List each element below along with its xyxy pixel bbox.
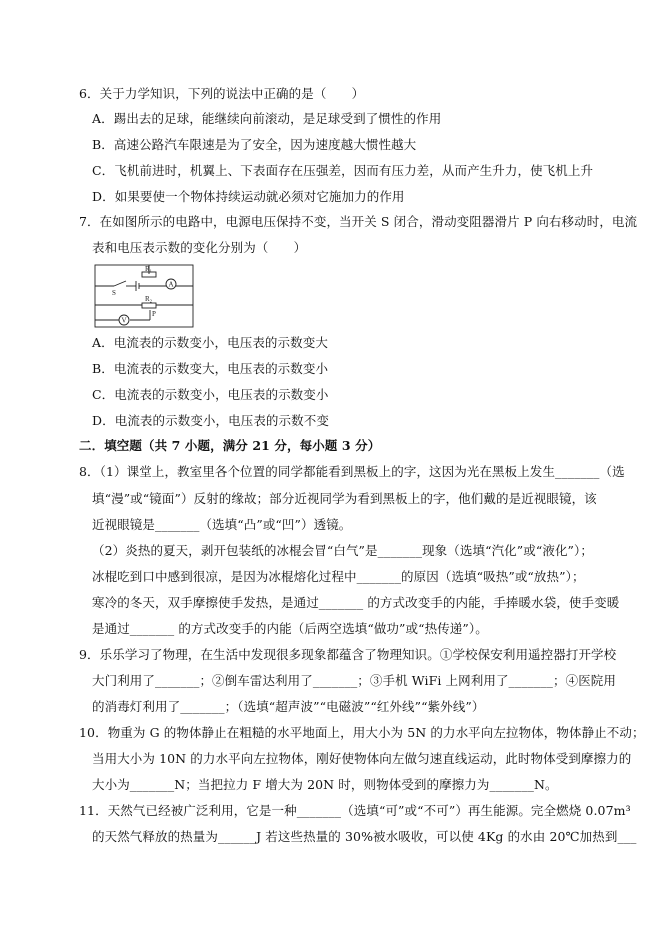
- question-8-part1-line3: 近视眼镜是_______（选填“凸”或“凹”）透镜。: [92, 517, 352, 532]
- question-8-part2-line2: 冰棍吃到口中感到很凉，是因为冰棍熔化过程中_______的原因（选填“吸热”或“放热”）；: [92, 569, 585, 584]
- question-7-stem: 7．在如图所示的电路中，电源电压保持不变，当开关 S 闭合，滑动变阻器滑片 P 向右移动时，电流: [79, 214, 638, 229]
- question-7-option-c: C．电流表的示数变小，电压表的示数变小: [92, 387, 329, 402]
- question-6-option-d: D．如果要使一个物体持续运动就必须对它施加力的作用: [92, 189, 405, 204]
- question-10-line2: 当用大小为 10N 的力水平向左拉物体，刚好使物体向左做匀速直线运动，此时物体受到摩擦力的: [92, 751, 632, 766]
- question-9-line3: 的消毒灯利用了_______；（选填“超声波”“电磁波”“红外线”“紫外线”）: [92, 699, 485, 714]
- label-a: A: [168, 280, 174, 289]
- question-7-option-a: A．电流表的示数变小，电压表的示数变大: [92, 335, 328, 350]
- question-6-option-b: B．高速公路汽车限速是为了安全，因为速度越大惯性越大: [92, 137, 417, 152]
- label-r2: R₂: [145, 295, 153, 303]
- resistor-r2: [142, 303, 156, 308]
- question-7-stem-continued: 表和电压表示数的变化分别为（ ）: [92, 240, 307, 255]
- question-6-option-c: C．飞机前进时，机翼上、下表面存在压强差，因而有压力差，从而产生升力，使飞机上升: [92, 163, 594, 178]
- question-7-option-d: D．电流表的示数变小，电压表的示数不变: [92, 413, 329, 428]
- label-p: P: [152, 310, 156, 318]
- section-2-heading: 二．填空题（共 7 小题，满分 21 分，每小题 3 分）: [79, 438, 381, 453]
- question-11-line2: 的天然气释放的热量为______J 若这些热量的 30%被水吸收，可以使 4Kg 的水由 20℃加热到___: [92, 829, 637, 844]
- switch-lever: [114, 281, 126, 286]
- circuit-diagram: [94, 264, 194, 328]
- question-11-line1: 11．天然气已经被广泛利用，它是一种_______（选填“可”或“不可”）再生能源。完全燃烧 0.07m³: [79, 803, 631, 818]
- question-8-part1-line1: 8．（1）课堂上，教室里各个位置的同学都能看到黑板上的字，这因为光在黑板上发生_______（选: [79, 464, 625, 479]
- label-v: V: [121, 316, 127, 325]
- question-6-stem: 6．关于力学知识，下列的说法中正确的是（ ）: [79, 86, 365, 101]
- question-8-part2-line4: 是通过_______ 的方式改变手的内能（后两空选填“做功”或“热传递”）。: [92, 621, 488, 636]
- label-r1: R₁: [145, 265, 153, 273]
- label-s: S: [112, 289, 116, 297]
- question-8-part2-line3: 寒冷的冬天，双手摩擦使手发热，是通过_______ 的方式改变手的内能，手捧暖水袋，使手变暖: [92, 595, 620, 610]
- question-10-line1: 10．物重为 G 的物体静止在粗糙的水平地面上，用大小为 5N 的力水平向左拉物体，物体静止不动；: [79, 725, 645, 740]
- question-9-line2: 大门利用了_______；②倒车雷达利用了_______；③手机 WiFi 上网利用了_______；④医院用: [92, 673, 616, 688]
- question-6-option-a: A．踢出去的足球，能继续向前滚动，是足球受到了惯性的作用: [92, 111, 442, 126]
- question-9-line1: 9．乐乐学习了物理，在生活中发现很多现象都蕴含了物理知识。①学校保安利用遥控器打开学校: [79, 647, 617, 662]
- question-8-part1-line2: 填“漫”或“镜面”）反射的缘故；部分近视同学为看到黑板上的字，他们戴的是近视眼镜，该: [92, 491, 597, 506]
- question-10-line3: 大小为_______N；当把拉力 F 增大为 20N 时，则物体受到的摩擦力为_______N。: [92, 777, 558, 792]
- question-8-part2-line1: （2）炎热的夏天，剥开包装纸的冰棍会冒“白气”是_______现象（选填“汽化”或“液化”）；: [92, 543, 593, 558]
- question-7-option-b: B．电流表的示数变大，电压表的示数变小: [92, 361, 329, 376]
